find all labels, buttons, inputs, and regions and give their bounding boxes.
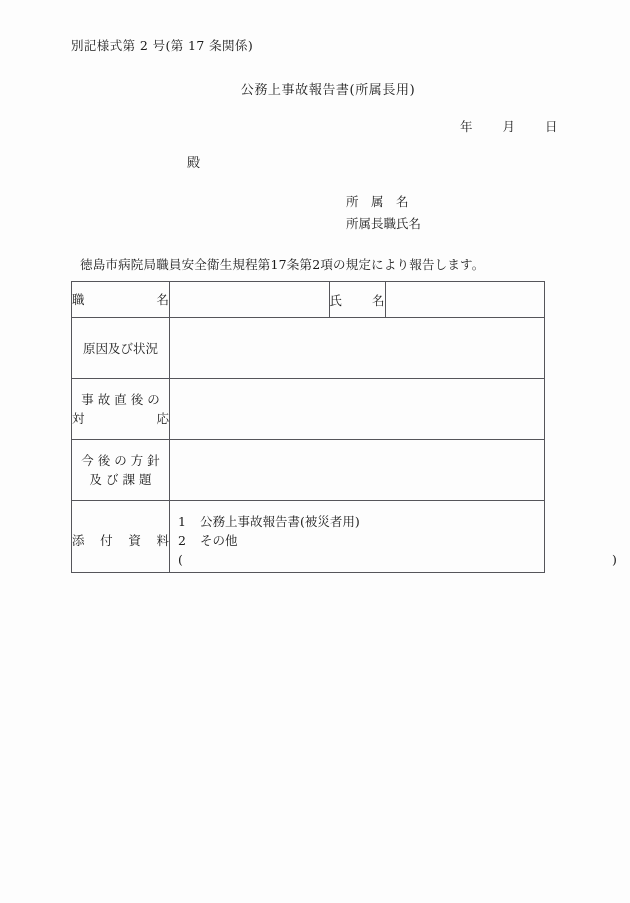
table-row-cause [72, 318, 545, 379]
row-label-person-name [329, 282, 385, 318]
label-char: 名 [371, 292, 385, 308]
statement-text: 徳島市病院局職員安全衛生規程第17条第2項の規定により報告します。 [80, 257, 485, 272]
table-row-name [72, 282, 545, 318]
input-person-name[interactable] [385, 282, 545, 318]
attachment-text: その他 [200, 533, 238, 548]
label-line: 事 故 直 後 の [81, 392, 160, 407]
table-row-attachments [72, 501, 545, 573]
attachment-text: 公務上事故報告書(被災者用) [200, 514, 360, 529]
label-char: 料 [156, 533, 169, 548]
date-day-label: 日 [545, 119, 558, 134]
affiliation-label: 所 属 名 [346, 194, 409, 209]
label-char: 対 [72, 411, 85, 426]
chief-name-label: 所属長職氏名 [346, 216, 422, 231]
input-future-policy[interactable] [170, 440, 545, 501]
date-year-label: 年 [460, 119, 473, 134]
row-label-future-policy [72, 440, 170, 501]
paren-open: ( [178, 552, 183, 567]
attachment-number: 2 [178, 533, 186, 548]
reporter-block [346, 191, 421, 235]
list-item [178, 531, 544, 550]
label-line: 今 後 の 方 針 [81, 453, 160, 468]
date-month-label: 月 [502, 119, 516, 134]
row-label-immediate-action [72, 379, 170, 440]
label-char: 名 [156, 292, 169, 307]
input-job-title[interactable] [170, 282, 330, 318]
paren-close: ) [612, 552, 617, 567]
date-line [460, 117, 558, 135]
label-line: 及 び 課 題 [89, 472, 152, 487]
attachment-number: 1 [178, 514, 186, 529]
row-label-cause: 原因及び状況 [72, 318, 170, 379]
report-table [71, 281, 617, 573]
table-row-future-policy [72, 440, 545, 501]
attachments-cell [170, 501, 617, 573]
label-char: 資 [128, 533, 141, 548]
attachment-other-field[interactable] [178, 550, 617, 569]
input-immediate-action[interactable] [170, 379, 545, 440]
label-char: 添 [72, 533, 85, 548]
table-row-immediate-action [72, 379, 545, 440]
row-label-attachments [72, 501, 170, 573]
form-number: 別記様式第 2 号(第 17 条関係) [71, 38, 254, 53]
list-item [178, 512, 544, 531]
label-char: 職 [72, 292, 85, 307]
label-char: 氏 [329, 292, 343, 308]
label-char: 付 [100, 533, 113, 548]
input-cause[interactable] [170, 318, 545, 379]
addressee-suffix: 殿 [187, 156, 201, 171]
page-title: 公務上事故報告書(所属長用) [240, 83, 416, 98]
attachments-list [170, 504, 617, 569]
row-label-job-title [72, 282, 170, 318]
label-char: 応 [156, 411, 169, 426]
